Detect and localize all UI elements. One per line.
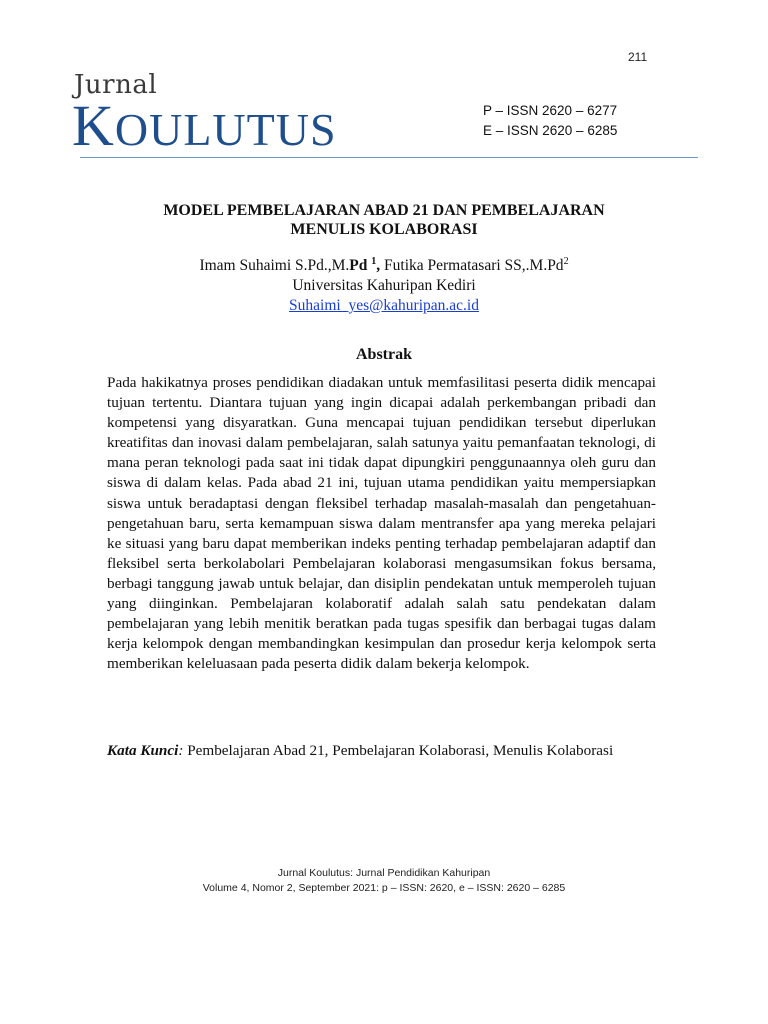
keywords-label: Kata Kunci — [107, 742, 179, 759]
author-block — [100, 256, 668, 316]
logo-koulutus-text — [72, 92, 337, 159]
article-title — [100, 201, 668, 239]
author-2-sup: 2 — [563, 255, 569, 267]
keywords-colon: : — [178, 742, 184, 759]
logo-rest: OULUTUS — [114, 104, 337, 155]
author-1-degree: Pd — [349, 257, 368, 274]
affiliation: Universitas Kahuripan Kediri — [292, 277, 476, 294]
author-email-link[interactable]: Suhaimi_yes@kahuripan.ac.id — [289, 297, 479, 314]
issn-block — [483, 101, 617, 141]
page-footer — [100, 866, 668, 896]
print-issn: P – ISSN 2620 – 6277 — [483, 103, 618, 118]
logo-initial: K — [72, 93, 115, 158]
abstract-heading: Abstrak — [355, 346, 412, 363]
keywords-text: Pembelajaran Abad 21, Pembelajaran Kolaborasi, Menulis Kolaborasi — [183, 742, 614, 759]
page-number: 211 — [628, 50, 648, 64]
author-1-name: Imam Suhaimi S.Pd.,M. — [199, 257, 350, 274]
author-1-sup: 1 — [371, 255, 377, 267]
abstract-text: Pada hakikatnya proses pendidikan diadakan untuk memfasilitasi peserta didik mencapai tujuan tertentu. Diantara tujuan yang ingin dicapai adalah perkembangan pribadi dan kompetensi yang disyaratkan. Guna mencapai tujuan pendidikan tersebut diperlukan kreatifitas dan inovasi dalam pembelajaran, salah satunya yaitu pemanfaatan teknologi, di mana peran teknologi pada saat ini tidak dapat dipungkiri penggunaannya oleh guru dan siswa di dalam kelas. Pada abad 21 ini, tujuan utama pendidikan yaitu mempersiapkan siswa untuk beradaptasi dengan fleksibel terhadap masalah-masalah dan pengetahuan-pengetahuan baru, serta kemampuan siswa dalam mentransfer apa yang mereka pelajari ke situasi yang baru dapat memberikan indeks penting terhadap pembelajaran adaptif dan fleksibel serta berkolabolari Pembelajaran kolaborasi mengasumsikan fokus bersama, berbagi tanggung jawab untuk belajar, dan disiplin pendekatan untuk memperoleh tujuan yang diinginkan. Pembelajaran kolaboratif adalah salah satu pendekatan dalam pembelajaran yang lebih menitik beratkan pada tugas spesifik dan berbagai tugas dalam kerja kelompok dengan membandingkan kesimpulan dan prosedur kerja kelompok serta memberikan keleluasaan pada peserta didik dalam bekerja kelompok. — [107, 374, 656, 673]
author-2-name: Futika Permatasari SS,.M.Pd — [384, 257, 564, 274]
electronic-issn: E – ISSN 2620 – 6285 — [483, 123, 618, 138]
journal-logo — [72, 70, 417, 160]
footer-volume-info: Volume 4, Nomor 2, September 2021: p – ISSN: 2620, e – ISSN: 2620 – 6285 — [202, 882, 566, 894]
logo-jurnal-text: Jurnal — [74, 70, 158, 100]
keywords — [107, 741, 667, 761]
title-line-1: MODEL PEMBELAJARAN ABAD 21 DAN PEMBELAJARAN — [163, 202, 605, 219]
header-divider — [80, 157, 698, 158]
author-separator: , — [376, 257, 381, 274]
author-line — [100, 256, 668, 276]
title-line-2: MENULIS KOLABORASI — [290, 221, 478, 238]
footer-journal-name: Jurnal Koulutus: Jurnal Pendidikan Kahuripan — [277, 867, 491, 879]
